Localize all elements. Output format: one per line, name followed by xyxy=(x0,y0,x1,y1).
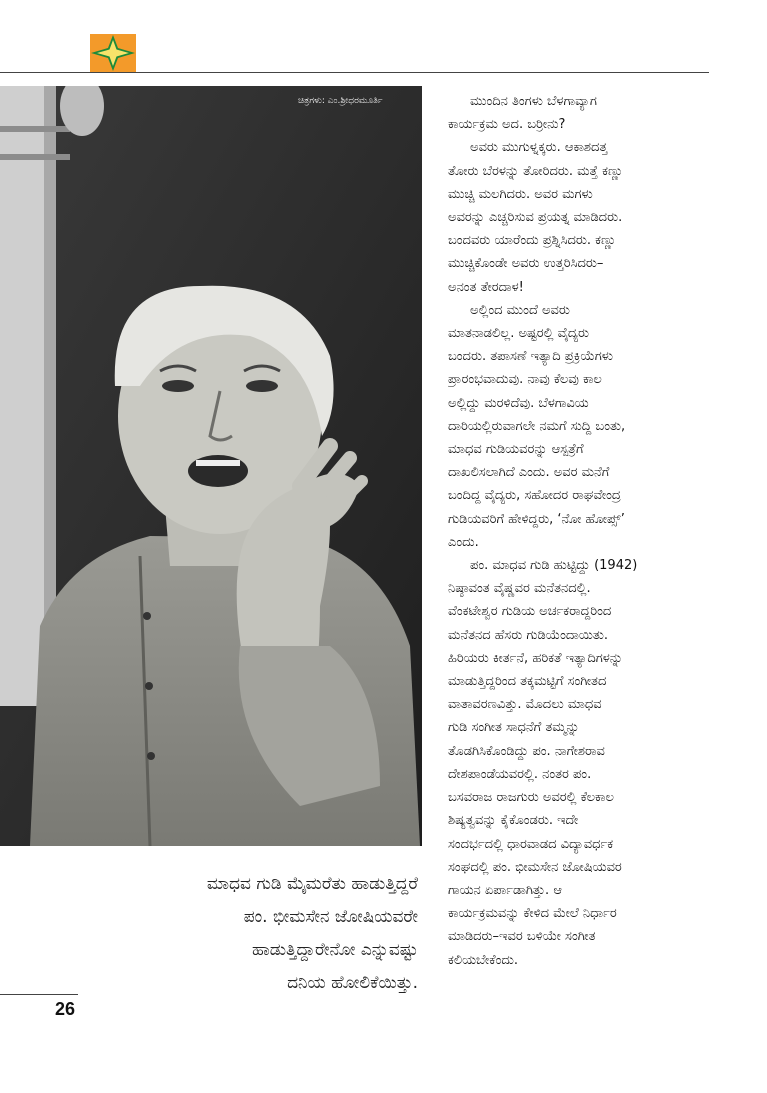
portrait-photo xyxy=(0,86,422,846)
article-line: ದೇಶಪಾಂಡೆಯವರಲ್ಲಿ. ನಂತರ ಪಂ. xyxy=(448,766,592,782)
article-line: ಮುಂದಿನ ತಿಂಗಳು ಬೆಳಗಾವ್ಯಾಗ xyxy=(470,94,597,109)
article-line: ಎಂದು. xyxy=(448,534,479,550)
article-line: ಸಂದರ್ಭದಲ್ಲಿ ಧಾರವಾಡದ ವಿದ್ಯಾವರ್ಧಕ xyxy=(448,836,614,852)
photo-credit: ಚಿತ್ರಗಳು: ಎಂ.ಶ್ರೀಧರಮೂರ್ತಿ xyxy=(298,96,383,106)
article-line: ಸಂಘದಲ್ಲಿ ಪಂ. ಭೀಮಸೇನ ಜೋಷಿಯವರ xyxy=(448,859,622,875)
singer-photo-illustration xyxy=(0,86,422,846)
article-line: ಅಲ್ಲಿದ್ದು ಮರಳಿದೆವು. ಬೆಳಗಾವಿಯ xyxy=(448,395,589,411)
article-line: ವೆಂಕಟೇಶ್ವರ ಗುಡಿಯ ಅರ್ಚಕರಾದ್ದರಿಂದ xyxy=(448,604,612,620)
article-line: ಕಲಿಯಬೇಕೆಂದು. xyxy=(448,952,518,968)
article-line: ಗುಡಿಯವರಿಗೆ ಹೇಳಿದ್ದರು, ‘ನೋ ಹೋಪ್ಸ್’ xyxy=(448,511,625,527)
article-line: ತೊಡಗಿಸಿಕೊಂಡಿದ್ದು ಪಂ. ನಾಗೇಶರಾವ xyxy=(448,743,605,759)
article-line: ಅವರನ್ನು ಎಚ್ಚರಿಸುವ ಪ್ರಯತ್ನ ಮಾಡಿದರು. xyxy=(448,210,623,226)
footer-rule xyxy=(0,994,78,995)
article-line: ದಾಖಲಿಸಲಾಗಿದೆ ಎಂದು. ಅವರ ಮನೆಗೆ xyxy=(448,465,610,481)
article-line: ಕಾರ್ಯಕ್ರಮ ಅದ. ಬರ್‍ರೀನು? xyxy=(448,117,566,133)
article-line: ಮಾಡುತ್ತಿದ್ದರಿಂದ ತಕ್ಕಮಟ್ಟಿಗೆ ಸಂಗೀತದ xyxy=(448,674,607,690)
article-line: ಮುಚ್ಚಿ ಮಲಗಿದರು. ಅವರ ಮಗಳು xyxy=(448,186,593,202)
article-line: ಮಾಡಿದರು–ಇವರ ಬಳಿಯೇ ಸಂಗೀತ xyxy=(448,929,596,945)
article-line: ದಾರಿಯಲ್ಲಿರುವಾಗಲೇ ನಮಗೆ ಸುದ್ದಿ ಬಂತು, xyxy=(448,418,626,434)
article-line: ಪಂ. ಮಾಧವ ಗುಡಿ ಹುಟ್ಟಿದ್ದು (1942) xyxy=(470,558,638,574)
article-line: ಅವರು ಮುಗುಳ್ನಕ್ಕರು. ಆಕಾಶದತ್ತ xyxy=(470,140,608,156)
article-line: ಮಾಧವ ಗುಡಿಯವರನ್ನು ಆಸ್ಪತ್ರೆಗೆ xyxy=(448,442,584,458)
article-line: ಬಂದವರು ಯಾರೆಂದು ಪ್ರಶ್ನಿಸಿದರು. ಕಣ್ಣು xyxy=(448,233,617,249)
article-line: ಗುಡಿ ಸಂಗೀತ ಸಾಧನೆಗೆ ತಮ್ಮನ್ನು xyxy=(448,720,580,736)
article-line: ವಾತಾವರಣವಿತ್ತು. ಮೊದಲು ಮಾಧವ xyxy=(448,697,602,713)
four-point-star-icon xyxy=(90,34,136,72)
article-line: ಮುಚ್ಚಿಕೊಂಡೇ ಅವರು ಉತ್ತರಿಸಿದರು– xyxy=(448,256,604,272)
header-rule xyxy=(0,72,709,73)
article-line: ಮಾತನಾಡಲಿಲ್ಲ. ಅಷ್ಟರಲ್ಲಿ ವೈದ್ಯರು xyxy=(448,326,590,342)
article-line: ಶಿಷ್ಯತ್ವವನ್ನು ಕೈಕೊಂಡರು. ಇದೇ xyxy=(448,813,579,829)
article-line: ಪ್ರಾರಂಭವಾದುವು. ನಾವು ಕೆಲವು ಕಾಲ xyxy=(448,372,602,388)
caption-line: ಹಾಡುತ್ತಿದ್ದಾರೇನೋ ಎನ್ನುವಷ್ಟು xyxy=(251,940,418,960)
article-line: ಅಲ್ಲಿಂದ ಮುಂದೆ ಅವರು xyxy=(470,302,570,318)
article-line: ಅನಂತ ತೇರದಾಳ! xyxy=(448,279,524,295)
page-number: 26 xyxy=(55,999,76,1019)
article-line: ಕಾರ್ಯಕ್ರಮವನ್ನು ಕೇಳಿದ ಮೇಲೆ ನಿರ್ಧಾರ xyxy=(448,906,617,922)
article-line: ಬಸವರಾಜ ರಾಜಗುರು ಅವರಲ್ಲಿ ಕೆಲಕಾಲ xyxy=(448,790,614,806)
article-line: ಗಾಯನ ಏರ್ಪಾಡಾಗಿತ್ತು. ಆ xyxy=(448,882,562,898)
caption-line: ದನಿಯ ಹೋಲಿಕೆಯಿತ್ತು. xyxy=(287,973,418,993)
photo-caption xyxy=(78,868,418,1000)
article-column xyxy=(448,90,710,972)
article-line: ಬಂದರು. ತಪಾಸಣೆ ಇತ್ಯಾದಿ ಪ್ರಕ್ರಿಯೆಗಳು xyxy=(448,349,614,365)
article-line: ನಿಷ್ಠಾವಂತ ವೈಷ್ಣವರ ಮನೆತನದಲ್ಲಿ. xyxy=(448,581,591,597)
article-line: ಮನೆತನದ ಹೆಸರು ಗುಡಿಯೆಂದಾಯಿತು. xyxy=(448,627,608,643)
article-line: ತೋರು ಬೆರಳನ್ನು ತೋರಿದರು. ಮತ್ತೆ ಕಣ್ಣು xyxy=(448,163,624,179)
caption-line: ಪಂ. ಭೀಮಸೇನ ಜೋಷಿಯವರೇ xyxy=(243,907,418,927)
article-line: ಬಂದಿದ್ದ ವೈದ್ಯರು, ಸಹೋದರ ರಾಘವೇಂದ್ರ xyxy=(448,488,621,504)
caption-line: ಮಾಧವ ಗುಡಿ ಮೈಮರೆತು ಹಾಡುತ್ತಿದ್ದರೆ xyxy=(206,874,418,894)
article-line: ಹಿರಿಯರು ಕೀರ್ತನೆ, ಹರಿಕತೆ ಇತ್ಯಾದಿಗಳನ್ನು xyxy=(448,650,623,666)
